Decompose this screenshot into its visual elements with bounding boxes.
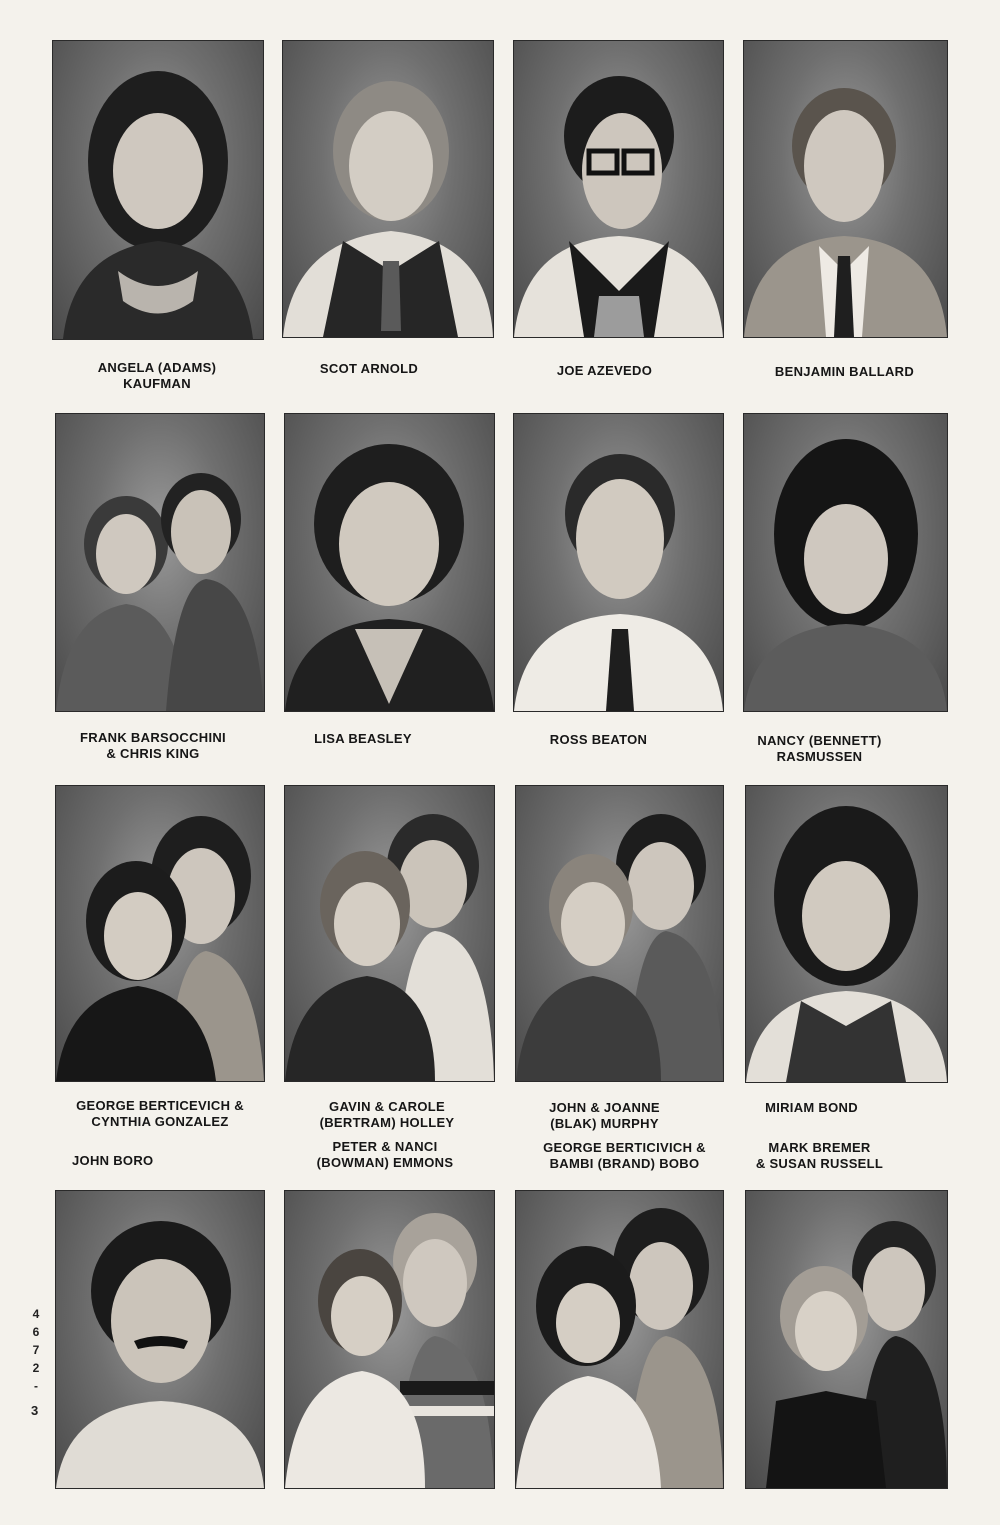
caption-line: & CHRIS KING	[106, 746, 200, 761]
caption-line: GEORGE BERTICEVICH &	[76, 1098, 244, 1113]
caption-line: RASMUSSEN	[776, 749, 863, 764]
caption-mark-bremer-susan-russell	[718, 1140, 921, 1172]
print-code-char: 6	[32, 1325, 40, 1339]
portrait-photo	[745, 1190, 948, 1489]
caption-scot-arnold	[264, 361, 474, 377]
caption-line: (BOWMAN) EMMONS	[316, 1155, 454, 1170]
caption-nancy-rasmussen	[718, 733, 921, 765]
portrait-photo	[284, 1190, 495, 1489]
caption-joe-azevedo	[500, 363, 709, 379]
print-code-char: -	[34, 1379, 38, 1393]
caption-line: ROSS BEATON	[549, 732, 648, 747]
caption-george-berticivich-bambi-bobo	[520, 1140, 729, 1172]
caption-line: ANGELA (ADAMS)	[97, 360, 217, 375]
caption-benjamin-ballard	[743, 364, 946, 380]
caption-line: FRANK BARSOCCHINI	[80, 730, 226, 745]
portrait-photo	[52, 40, 264, 340]
caption-frank-barsocchini	[48, 730, 258, 762]
print-code-char: 2	[32, 1361, 40, 1375]
portrait-photo	[515, 785, 724, 1082]
print-code-char: 4	[32, 1307, 40, 1321]
portrait-photo	[284, 413, 495, 712]
portrait-photo	[743, 413, 948, 712]
caption-line: PETER & NANCI	[332, 1139, 438, 1154]
caption-line: BAMBI (BRAND) BOBO	[549, 1156, 700, 1171]
portrait-photo	[513, 40, 724, 338]
portrait-photo	[284, 785, 495, 1082]
caption-line: (BLAK) MURPHY	[550, 1116, 659, 1131]
caption-angela-kaufman	[52, 360, 262, 392]
caption-line: & SUSAN RUSSELL	[755, 1156, 884, 1171]
caption-line: GEORGE BERTICIVICH &	[543, 1140, 706, 1155]
caption-line: CYNTHIA GONZALEZ	[91, 1114, 229, 1129]
caption-lisa-beasley	[258, 731, 468, 747]
caption-peter-nanci-emmons	[280, 1139, 490, 1171]
caption-line: LISA BEASLEY	[314, 731, 412, 746]
caption-line: GAVIN & CAROLE	[329, 1099, 445, 1114]
caption-line: JOE AZEVEDO	[556, 363, 653, 378]
caption-ross-beaton	[494, 732, 703, 748]
caption-john-joanne-murphy	[500, 1100, 709, 1132]
portrait-photo	[513, 413, 724, 712]
caption-line: KAUFMAN	[123, 376, 191, 391]
caption-george-berticevich-cynthia-gonzalez	[55, 1098, 265, 1130]
portrait-photo	[55, 1190, 265, 1489]
caption-line: NANCY (BENNETT)	[757, 733, 882, 748]
caption-line: SCOT ARNOLD	[319, 361, 419, 376]
caption-line: BENJAMIN BALLARD	[774, 364, 915, 379]
caption-line: MIRIAM BOND	[765, 1100, 858, 1115]
portrait-photo	[743, 40, 948, 338]
portrait-photo	[515, 1190, 724, 1489]
page-number: 3	[31, 1403, 39, 1418]
caption-line: (BERTRAM) HOLLEY	[319, 1115, 455, 1130]
caption-line: JOHN & JOANNE	[549, 1100, 660, 1115]
caption-john-boro	[72, 1153, 222, 1169]
portrait-photo	[55, 785, 265, 1082]
portrait-photo	[55, 413, 265, 712]
print-code	[31, 1305, 41, 1395]
caption-line: MARK BREMER	[768, 1140, 871, 1155]
print-code-char: 7	[32, 1343, 40, 1357]
caption-miriam-bond	[710, 1100, 913, 1116]
caption-gavin-carole-holley	[282, 1099, 492, 1131]
caption-line: JOHN BORO	[72, 1153, 154, 1168]
portrait-photo	[745, 785, 948, 1083]
portrait-photo	[282, 40, 494, 338]
